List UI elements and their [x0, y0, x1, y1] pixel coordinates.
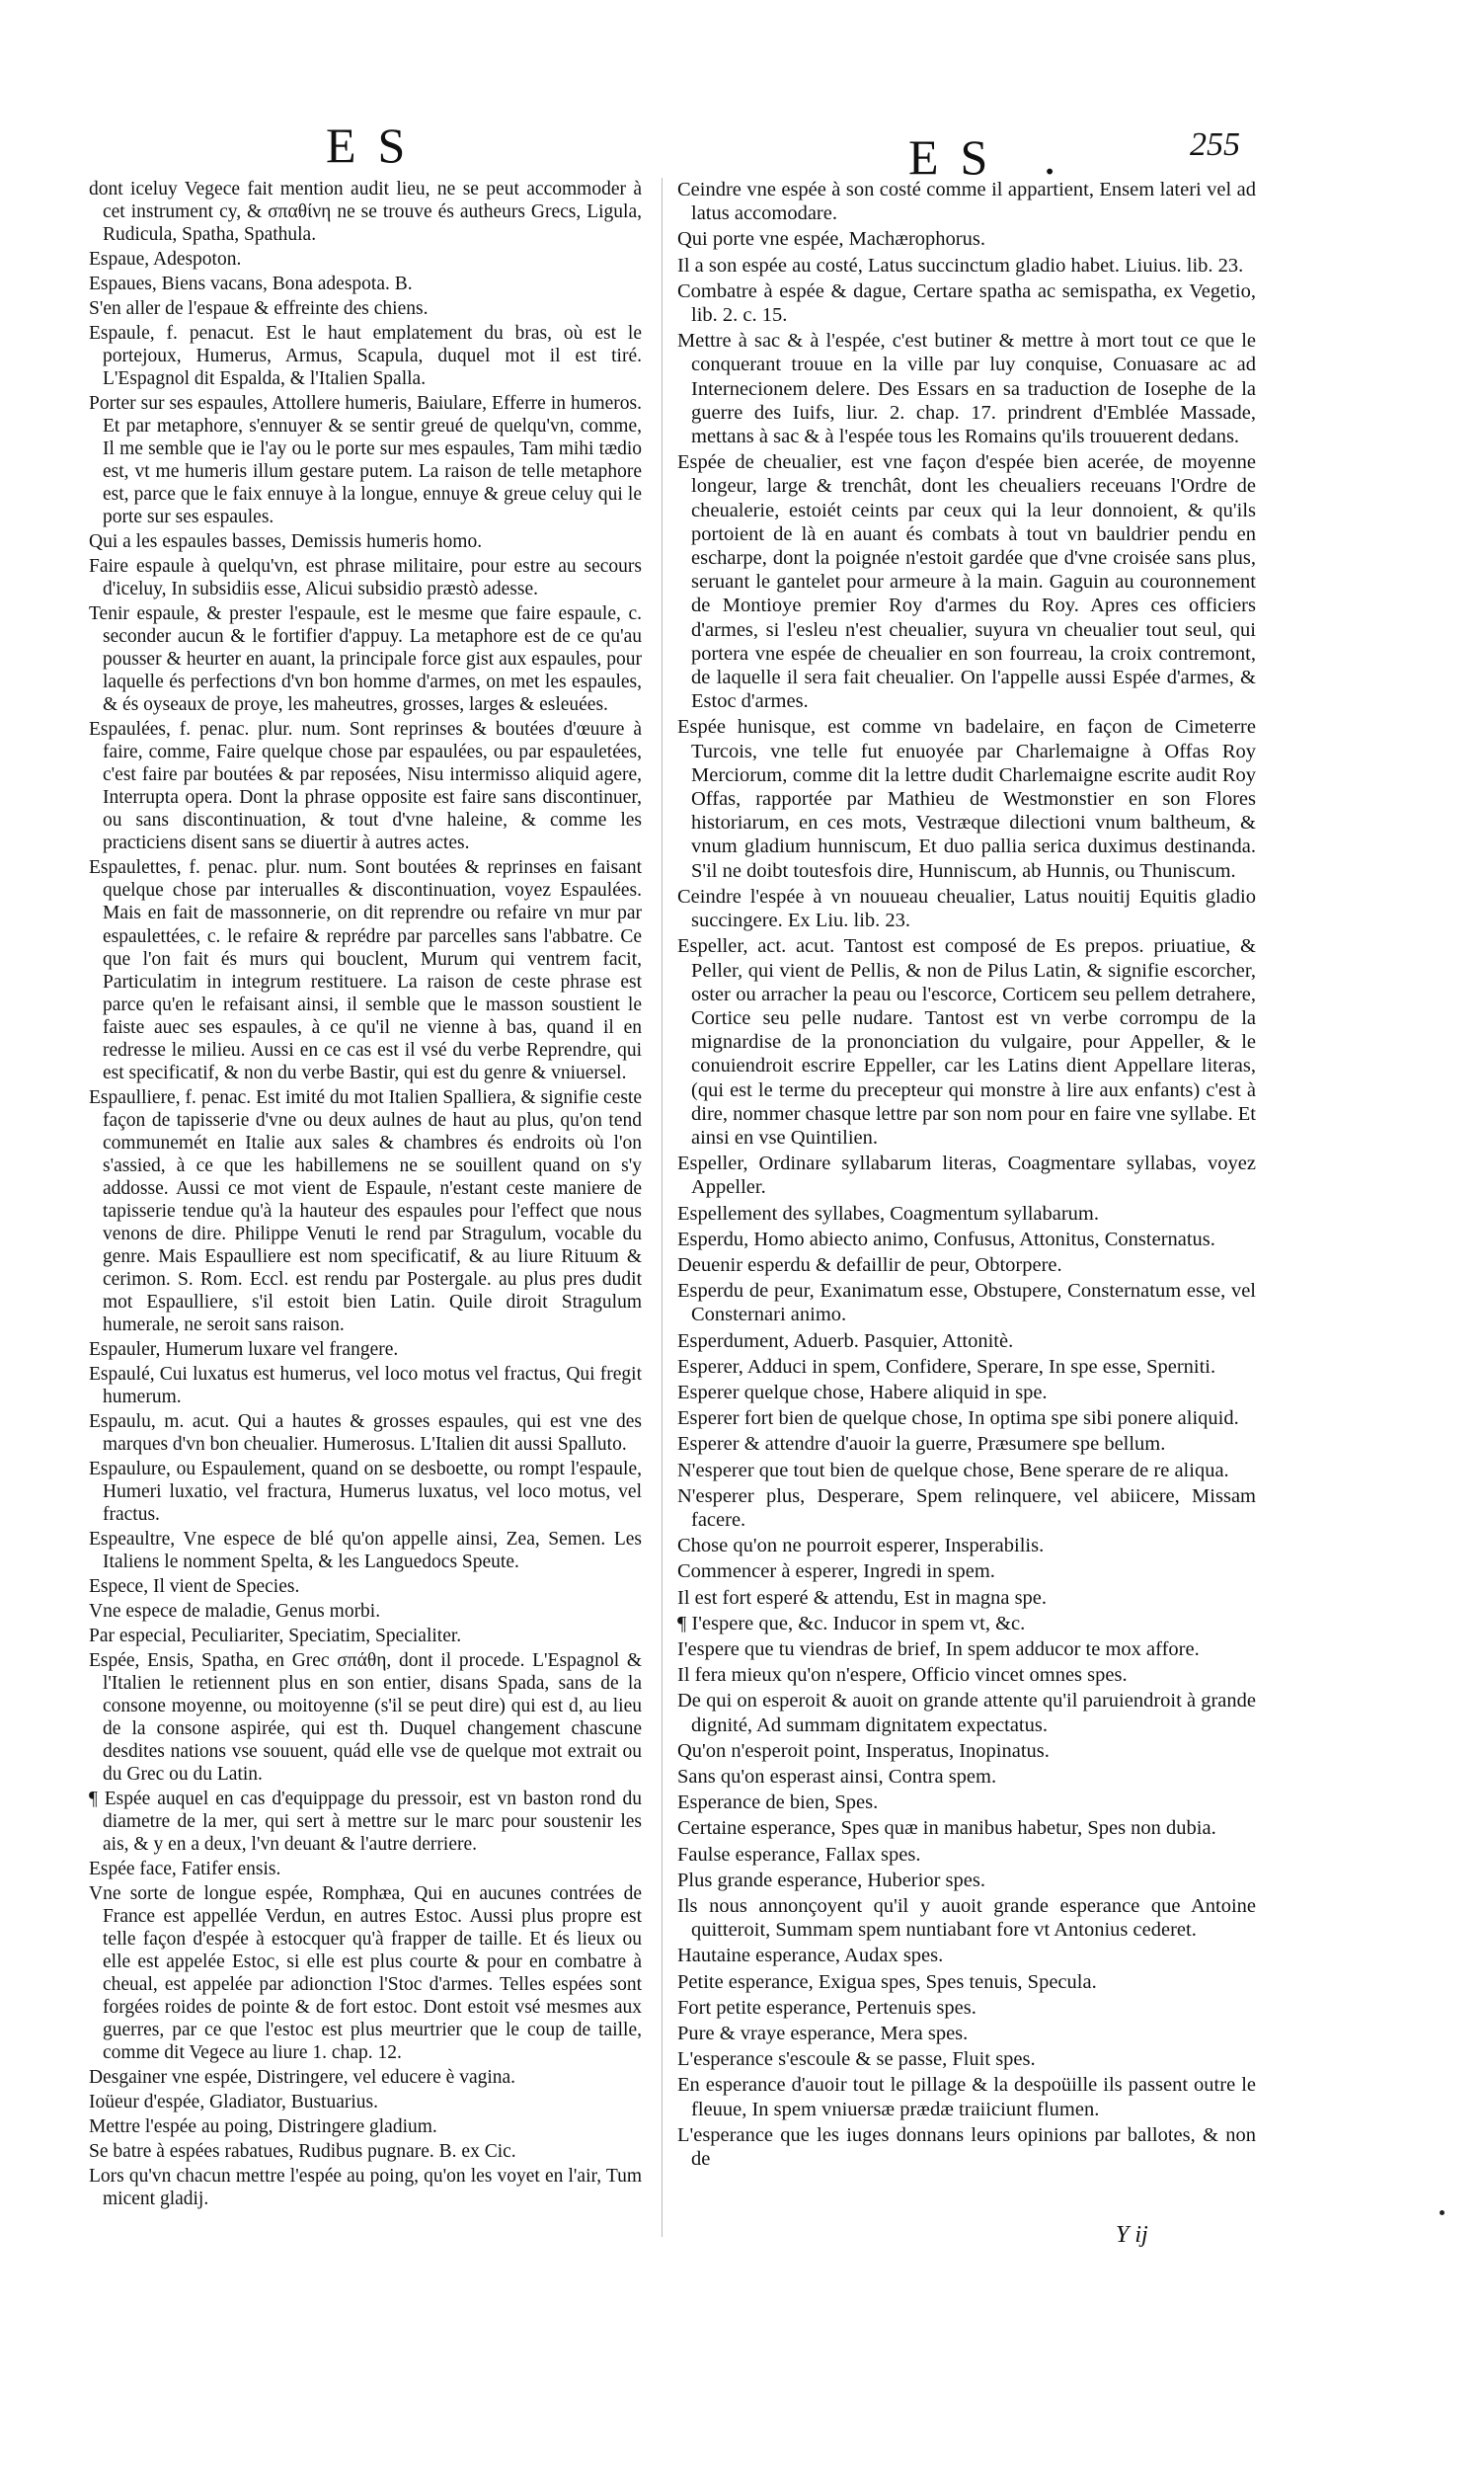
- dictionary-entry: S'en aller de l'espaue & effreinte des chiens.: [89, 298, 429, 320]
- dictionary-entry: Espaule, f. penacut. Est le haut emplatement du bras, où est le portejoux, Humerus, Armus, Scapula, duquel mot il est tiré. L'Espagnol dit Espalda, & l'Italien Spalla.: [89, 323, 642, 390]
- dictionary-entry: Espece, Il vient de Species.: [89, 1575, 300, 1597]
- dictionary-entry: Esperer & attendre d'auoir la guerre, Præsumere spe bellum.: [677, 1433, 1166, 1456]
- dictionary-entry: Mettre l'espée au poing, Distringere gladium.: [89, 2116, 437, 2138]
- dictionary-entry: Espaulure, ou Espaulement, quand on se desboette, ou rompt l'espaule, Humeri luxatio, vel fractura, Humerus luxatus, vel loco motus, vel fractus.: [89, 1458, 642, 1525]
- dictionary-entry: Espée hunisque, est comme vn badelaire, en façon de Cimeterre Turcois, vne telle fut enuoyée par Charlemaigne à Offas Roy Merciorum, comme dit la lettre dudit Charlemaigne escrite audit Roy Offas, rapportée par Mathieu de Westmonstier en son Flores historiarum, en ces mots, Vestræque dilectioni vnum baltheum, & vnum gladium hunniscum, Et duo pallia serica duximus destinanda. S'il ne doibt toutesfois dire, Hunniscum, ab Hunnis, ou Thuniscum.: [677, 716, 1256, 882]
- dictionary-entry: Faulse esperance, Fallax spes.: [677, 1843, 921, 1866]
- dictionary-entry: En esperance d'auoir tout le pillage & la despoüille ils passent outre le fleuue, In spem vniuersæ prædæ traiiciunt flumen.: [677, 2074, 1256, 2120]
- dictionary-entry: N'esperer que tout bien de quelque chose, Bene sperare de re aliqua.: [677, 1459, 1229, 1481]
- dictionary-entry: Commencer à esperer, Ingredi in spem.: [677, 1560, 995, 1583]
- dictionary-entry: Vne espece de maladie, Genus morbi.: [89, 1600, 381, 1622]
- dictionary-entry: Combatre à espée & dague, Certare spatha ac semispatha, ex Vegetio, lib. 2. c. 15.: [677, 279, 1256, 327]
- dictionary-entry: ¶ I'espere que, &c. Inducor in spem vt, &c.: [677, 1612, 1026, 1634]
- dictionary-entry: Ceindre l'espée à vn nouueau cheualier, Latus nouitij Equitis gladio succingere. Ex Liu. lib. 23.: [677, 885, 1256, 932]
- left-column: [89, 178, 642, 2212]
- dictionary-entry: Hautaine esperance, Audax spes.: [677, 1945, 944, 1967]
- running-head-left: ES: [326, 118, 428, 173]
- dictionary-entry: Espée face, Fatifer ensis.: [89, 1859, 281, 1880]
- dictionary-entry: Ils nous annonçoyent qu'il y auoit grande esperance que Antoine quitteroit, Summam spem nuntiabant fore vt Antonius cederet.: [677, 1895, 1256, 1942]
- dictionary-entry: Espeller, Ordinare syllabarum literas, Coagmentare syllabas, voyez Appeller.: [677, 1153, 1256, 1199]
- dictionary-entry: Tenir espaule, & prester l'espaule, est le mesme que faire espaule, c. seconder aucun & le fortifier d'appuy. La metaphore est de ce qu'au pousser & heurter en auant, la principale force gist aux espaules, pour laquelle és perfections d'vn bon homme d'armes, on met les espaules, & és oyseaux de proye, les maheutres, grosses, larges & esleuées.: [89, 603, 642, 716]
- dictionary-entry: Espaulliere, f. penac. Est imité du mot Italien Spalliera, & signifie ceste façon de tapisserie d'vne ou deux aulnes de haut au plus, qu'on tend communemét en Italie aux sales & chambres és endroits où l'on s'assied, à ce que les habillemens ne se souillent quand on s'y addosse. Aussi ce mot vient de Espaule, n'estant ceste maniere de tapisserie tendue qu'à la hauteur des espaules pour l'effect que nous venons de dire. Philippe Venuti le rend par Stragulum, vocable du genre. Mais Espaulliere est nom specificatif, & au liure Rituum & cerimon. S. Rom. Eccl. est rendu par Postergale. au plus pres dudit mot Espaulliere, s'il estoit bien Latin. Quile diroit Stragulum humerale, ne seroit sans raison.: [89, 1086, 642, 1335]
- dictionary-entry: Ioüeur d'espée, Gladiator, Bustuarius.: [89, 2092, 378, 2113]
- column-divider: [662, 178, 663, 2237]
- dictionary-entry: Qui a les espaules basses, Demissis humeris homo.: [89, 531, 483, 553]
- dictionary-entry: Il est fort esperé & attendu, Est in magna spe.: [677, 1586, 1048, 1609]
- dictionary-entry: Espellement des syllabes, Coagmentum syllabarum.: [677, 1202, 1099, 1225]
- dictionary-entry: Faire espaule à quelqu'vn, est phrase militaire, pour estre au secours d'iceluy, In subsidiis esse, Alicui subsidio præstò adesse.: [89, 556, 642, 600]
- dictionary-entry: Espaulettes, f. penac. plur. num. Sont boutées & reprinses en faisant quelque chose par interualles & discontinuation, voyez Espaulées. Mais en fait de massonnerie, on dit reprendre ou refaire vn mur par espaulettées, c. le refaire & reprédre par parcelles sans l'abbatre. Ce que l'on fait és murs qui bouclent, Murum qui ventrem facit, Particulatim in integrum restituere. La raison de ceste phrase est parce qu'en le refaisant ainsi, il semble que le masson soustient le faiste auec ses espaules, à ce qu'il ne vienne à bas, quand il en redresse le milieu. Aussi en ce cas est il vsé du verbe Reprendre, qui est specificatif, & non du verbe Bastir, qui est du genre & vniuersel.: [89, 857, 642, 1083]
- dictionary-entry: L'esperance que les iuges donnans leurs opinions par ballotes, & non de: [677, 2123, 1256, 2171]
- dictionary-entry: Chose qu'on ne pourroit esperer, Insperabilis.: [677, 1535, 1045, 1557]
- dictionary-entry: Espauler, Humerum luxare vel frangere.: [89, 1338, 399, 1360]
- dictionary-entry: Espaulé, Cui luxatus est humerus, vel loco motus vel fractus, Qui fregit humerum.: [89, 1363, 642, 1407]
- dictionary-entry: Il fera mieux qu'on n'espere, Officio vincet omnes spes.: [677, 1664, 1128, 1687]
- signature-mark: Y ij: [1116, 2222, 1148, 2248]
- dictionary-entry: Esperer quelque chose, Habere aliquid in spe.: [677, 1381, 1048, 1403]
- dictionary-entry: Porter sur ses espaules, Attollere humeris, Baiulare, Efferre in humeros. Et par metaphore, s'ennuyer & se sentir greué de quelqu'vn, comme, Il me semble que ie l'ay ou le porte sur mes espaules, Tam mihi tædio est, vt me humeris illum gestare putem. La raison de telle metaphore est, parce que le faix ennuye à la longue, ennuye & greue celuy qui le porte sur ses espaules.: [89, 393, 642, 528]
- dictionary-entry: Sans qu'on esperast ainsi, Contra spem.: [677, 1766, 997, 1788]
- dictionary-entry: Desgainer vne espée, Distringere, vel educere è vagina.: [89, 2067, 516, 2089]
- dictionary-entry: Petite esperance, Exigua spes, Spes tenuis, Specula.: [677, 1970, 1097, 1993]
- dictionary-entry: Deuenir esperdu & defaillir de peur, Obtorpere.: [677, 1253, 1062, 1276]
- dictionary-entry: L'esperance s'escoule & se passe, Fluit spes.: [677, 2048, 1036, 2071]
- ink-speck: [1440, 2210, 1445, 2215]
- dictionary-entry: Mettre à sac & à l'espée, c'est butiner & mettre à mort tout ce que le conquerant trouue en la ville par luy conquise, Conuasare ac ad Internecionem delere. Des Essars en sa traduction de Iosephe de la guerre des Iuifs, liur. 2. chap. 17. prindrent d'Emblée Massade, mettans à sac & à l'espée tous les Romains qu'ils trouuerent dedans.: [677, 330, 1256, 448]
- dictionary-entry: Par especial, Peculiariter, Speciatim, Specialiter.: [89, 1625, 462, 1646]
- dictionary-entry: Certaine esperance, Spes quæ in manibus habetur, Spes non dubia.: [677, 1817, 1216, 1840]
- dictionary-entry: Esperance de bien, Spes.: [677, 1792, 879, 1814]
- dictionary-entry: Lors qu'vn chacun mettre l'espée au poing, qu'on les voyet en l'air, Tum micent gladij.: [89, 2166, 642, 2210]
- dictionary-entry: Fort petite esperance, Pertenuis spes.: [677, 1996, 976, 2019]
- right-column: [677, 178, 1256, 2173]
- dictionary-entry: Il a son espée au costé, Latus succinctum gladio habet. Liuius. lib. 23.: [677, 254, 1244, 277]
- dictionary-entry: I'espere que tu viendras de brief, In spem adducor te mox affore.: [677, 1637, 1200, 1660]
- dictionary-entry: Espaulées, f. penac. plur. num. Sont reprinses & boutées d'œuure à faire, comme, Faire quelque chose par espaulées, ou par espauletées, c'est faire par boutées & par reposées, Nisu intermisso aliquid agere, Interrupta opera. Dont la phrase opposite est faire sans discontinuer, ou sans discontinuation, & tout d'vne haleine, & comme les practiciens disent sans se diuertir à autres actes.: [89, 719, 642, 854]
- dictionary-entry: De qui on esperoit & auoit on grande attente qu'il paruiendroit à grande dignité, Ad summam dignitatem expectatus.: [677, 1690, 1256, 1736]
- page-number: 255: [1190, 126, 1240, 163]
- dictionary-entry: Espaues, Biens vacans, Bona adespota. B.: [89, 274, 413, 295]
- dictionary-entry: Espaulu, m. acut. Qui a hautes & grosses espaules, qui est vne des marques d'vn bon cheualier. Humerosus. L'Italien dit aussi Spalluto.: [89, 1410, 642, 1455]
- dictionary-entry: Espée de cheualier, est vne façon d'espée bien acerée, de moyenne longeur, large & trenchât, dont les cheualiers receuans l'Ordre de cheualerie, estoiét ceints par ceux qui la leur donnoient, & qu'ils portoient de là en auant és combats à tout vn bauldrier pendu en escharpe, dont la poignée n'estoit gardée que d'vne croisée sans plus, seruant le gantelet pour armeure à la main. Gaguin au couronnement de Montioye premier Roy d'armes du Roy. Apres ces officiers d'armes, si l'esleu n'est cheualier, suyura vn cheualier tout seul, qui portera vne espée de cheualier en son fourreau, la croix contremont, de laquelle il sera fait cheualier. On l'appelle aussi Espée d'armes, & Estoc d'armes.: [677, 451, 1256, 713]
- dictionary-entry: dont iceluy Vegece fait mention audit lieu, ne se peut accommoder à cet instrument cy, & σπαθίνη ne se trouve és autheurs Grecs, Ligula, Rudicula, Spatha, Spathula.: [89, 179, 642, 246]
- dictionary-entry: Esperer fort bien de quelque chose, In optima spe sibi ponere aliquid.: [677, 1407, 1239, 1430]
- dictionary-entry: Espaue, Adespoton.: [89, 249, 242, 271]
- dictionary-entry: Qu'on n'esperoit point, Insperatus, Inopinatus.: [677, 1739, 1050, 1762]
- dictionary-entry: Espeaultre, Vne espece de blé qu'on appelle ainsi, Zea, Semen. Les Italiens le nomment Spelta, & les Languedocs Speute.: [89, 1528, 642, 1572]
- dictionary-entry: ¶ Espée auquel en cas d'equippage du pressoir, est vn baston rond du diametre de la mer, qui sert à mettre sur le marc pour soustenir les ais, & y en a deux, l'vn deuant & l'autre derriere.: [89, 1789, 642, 1856]
- dictionary-entry: Se batre à espées rabatues, Rudibus pugnare. B. ex Cic.: [89, 2141, 516, 2163]
- dictionary-entry: Esperer, Adduci in spem, Confidere, Sperare, In spe esse, Sperniti.: [677, 1355, 1216, 1378]
- dictionary-entry: Esperdu de peur, Exanimatum esse, Obstupere, Consternatum esse, vel Consternari animo.: [677, 1280, 1256, 1326]
- dictionary-entry: Qui porte vne espée, Machærophorus.: [677, 228, 985, 251]
- dictionary-entry: Ceindre vne espée à son costé comme il appartient, Ensem lateri vel ad latus accomodare.: [677, 179, 1256, 225]
- dictionary-entry: Espeller, act. acut. Tantost est composé de Es prepos. priuatiue, & Peller, qui vient de Pellis, & non de Pilus Latin, & signifie escorcher, oster ou arracher la peau ou l'escorce, Corticem seu pellem detrahere, Cortice seu pelle nudare. Tantost est vn verbe corrompu de la mignardise de la prononciation du vulgaire, pour Appeller, & le conuiendroit escrire Eppeller, car les Latins dient Appellare literas, (qui est le terme du precepteur qui monstre à lire aux enfants) c'est à dire, nommer chasque lettre par son nom pour en faire vne syllabe. Et ainsi en vse Quintilien.: [677, 935, 1256, 1149]
- dictionary-entry: Espée, Ensis, Spatha, en Grec σπάθη, dont il procede. L'Espagnol & l'Italien le retiennent plus en son entier, disans Spada, sans de la consone moyenne, ou moitoyenne (s'il se peut dire) qui est d, au lieu de la consone aspirée, qui est th. Duquel changement chascune desdites nations vse souuent, quád elle vse de quelque mot extrait ou du Grec ou du Latin.: [89, 1649, 642, 1786]
- dictionary-entry: Esperdument, Aduerb. Pasquier, Attonitè.: [677, 1329, 1014, 1352]
- dictionary-entry: N'esperer plus, Desperare, Spem relinquere, vel abiicere, Missam facere.: [677, 1484, 1256, 1531]
- dictionary-entry: Esperdu, Homo abiecto animo, Confusus, Attonitus, Consternatus.: [677, 1228, 1215, 1250]
- dictionary-entry: Plus grande esperance, Huberior spes.: [677, 1869, 985, 1891]
- dictionary-entry: Pure & vraye esperance, Mera spes.: [677, 2023, 969, 2045]
- running-head-right: ES .: [908, 129, 1078, 185]
- dictionary-entry: Vne sorte de longue espée, Romphæa, Qui en aucunes contrées de France est appellée Verdun, en autres Estoc. Aussi plus propre est telle façon d'espée à estocquer qu'à frapper de taille. Et és lieux ou elle est appelée Estoc, si elle est plus courte & pour en combatre à cheual, est appelée par adionction l'Stoc d'armes. Telles espées sont forgées roides de pointe & de fort estoc. Dont estoit vsé mesmes aux guerres, par ce que l'estoc est plus meurtrier que le coup de taille, comme dit Vegece au liure 1. chap. 12.: [89, 1883, 642, 2064]
